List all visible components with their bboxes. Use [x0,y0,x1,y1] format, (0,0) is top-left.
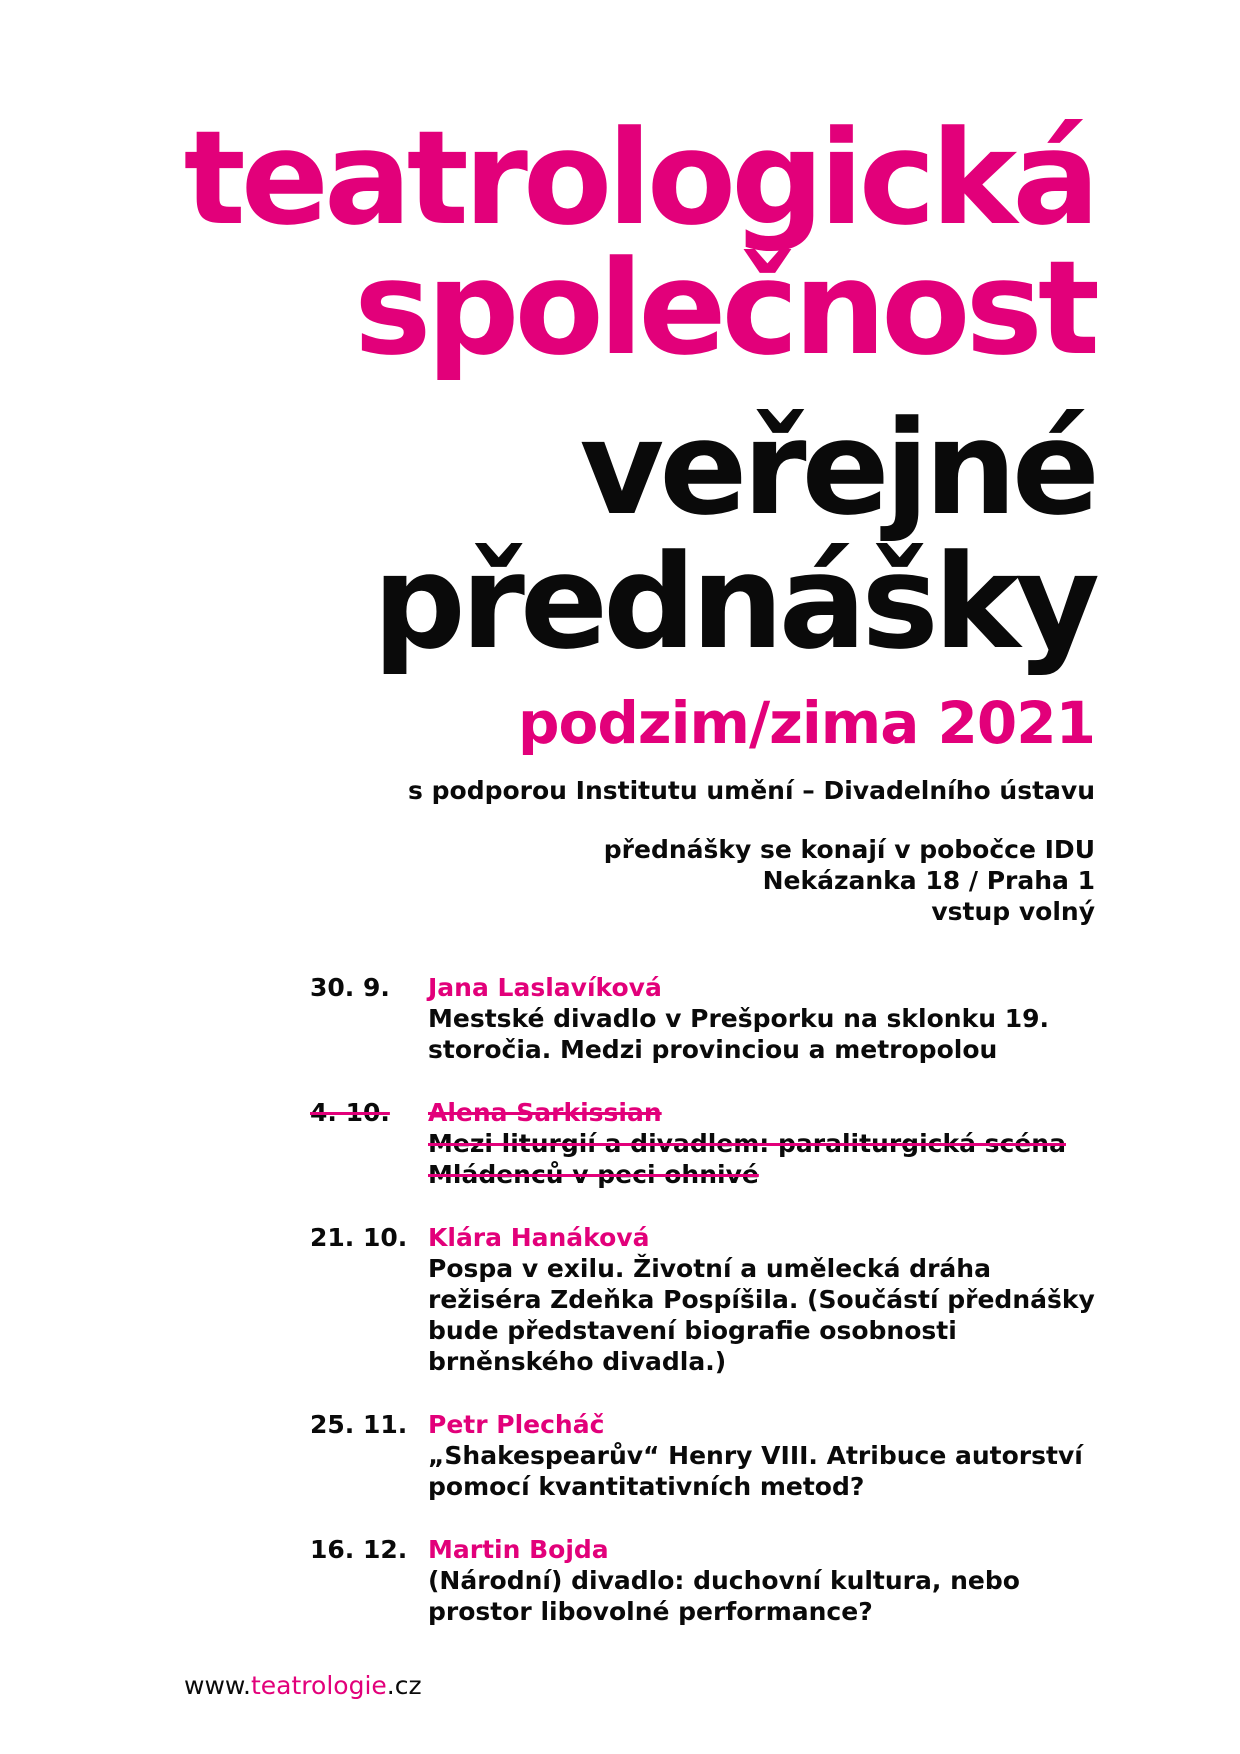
lecture-list [310,972,1110,1659]
title-line-verejne: veřejné [579,392,1095,544]
title-line-teatrologicka: teatrologická [183,102,1095,254]
lecture-speaker: Martin Bojda [428,1535,609,1564]
lecture-topic: Mestské divadlo v Prešporku na sklonku 19. storočia. Medzi provinciou a metropolou [428,1004,1049,1064]
website-domain: teatrologie [251,1671,387,1700]
lecture-date: 25. 11. [310,1410,408,1439]
lecture-date: 16. 12. [310,1535,408,1564]
lecture-body [428,1222,1110,1377]
support-line: s podporou Institutu umění – Divadelního ústavu [408,776,1095,805]
lecture-speaker: Jana Laslavíková [428,973,662,1002]
venue-line-address: Nekázanka 18 / Praha 1 [762,866,1095,895]
website-prefix: www. [184,1671,251,1700]
lecture-item [310,1409,1110,1502]
website-link[interactable] [184,1670,422,1702]
lecture-date: 21. 10. [310,1223,408,1252]
lecture-body [428,1534,1110,1627]
lecture-item [310,1534,1110,1627]
venue-line-entry: vstup volný [931,897,1095,926]
lecture-speaker: Alena Sarkissian [428,1098,662,1127]
lecture-topic: „Shakespearův“ Henry VIII. Atribuce autorství pomocí kvantitativních metod? [428,1441,1083,1501]
lecture-topic: Pospa v exilu. Životní a umělecká dráha režiséra Zdeňka Pospíšila. (Součástí přednášky bude představení biografie osobnosti brněnského divadla.) [428,1254,1095,1376]
lecture-speaker: Klára Hanáková [428,1223,650,1252]
lecture-item [310,1222,1110,1377]
title-line-prednasky: přednášky [372,526,1095,678]
venue-info [604,834,1095,927]
lecture-date: 30. 9. [310,973,390,1002]
lecture-body [428,1409,1110,1502]
venue-line-location: přednášky se konají v pobočce IDU [603,835,1095,864]
title-line-spolecnost: společnost [354,232,1095,384]
season-label: podzim/zima 2021 [518,689,1095,757]
website-suffix: .cz [386,1671,422,1700]
lecture-item-cancelled [310,1097,1110,1190]
lecture-item [310,972,1110,1065]
lecture-topic: Mezi liturgií a divadlem: paraliturgická scéna Mládenců v peci ohnivé [428,1129,1066,1189]
lecture-body [428,1097,1110,1190]
lecture-date: 4. 10. [310,1098,390,1127]
lecture-speaker: Petr Plecháč [428,1410,605,1439]
lecture-topic: (Národní) divadlo: duchovní kultura, nebo prostor libovolné performance? [428,1566,1020,1626]
lecture-body [428,972,1110,1065]
